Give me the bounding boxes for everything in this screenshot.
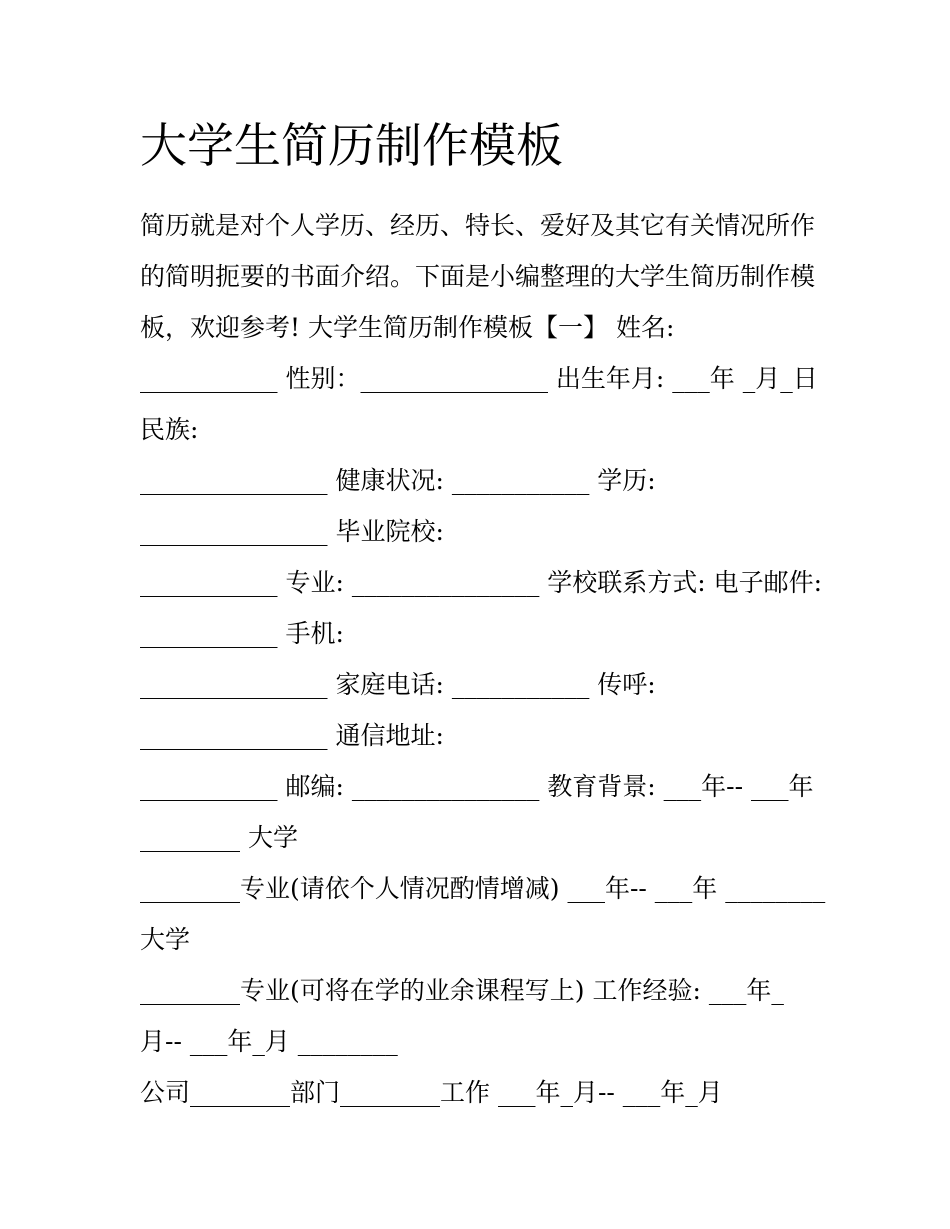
text-line: 板，欢迎参考! 大学生简历制作模板【一】 姓名: [140, 313, 675, 342]
document-title: 大学生简历制作模板 [140, 119, 563, 174]
document-body [140, 112, 826, 1118]
text-line: 公司________部门________工作 ___年_月-- ___年_月 [140, 1078, 723, 1107]
text-line: 民族: [140, 415, 199, 444]
text-line: _______________ 健康状况: ___________ 学历: [140, 466, 656, 495]
text-line: 的简明扼要的书面介绍。下面是小编整理的大学生简历制作模 [140, 262, 816, 291]
text-line: _______________ 家庭电话: ___________ 传呼: [140, 670, 656, 699]
text-line: ___________ 专业: _______________ 学校联系方式: 电子邮件: [140, 568, 823, 597]
text-line: 简历就是对个人学历、经历、特长、爱好及其它有关情况所作 [140, 211, 816, 240]
text-line: _______________ 毕业院校: [140, 517, 444, 546]
text-line: ___________ 手机: [140, 619, 344, 648]
text-line: _______________ 通信地址: [140, 721, 444, 750]
text-line: 大学 [140, 925, 191, 954]
text-line: ________专业(可将在学的业余课程写上) 工作经验: ___年_ [140, 976, 784, 1005]
document-text [140, 200, 826, 1118]
text-line: ___________ 邮编: _______________ 教育背景: ___年-- ___年 [140, 772, 814, 801]
text-line: ________专业(请依个人情况酌情增减) ___年-- ___年 ________ [140, 874, 826, 903]
text-line: 月-- ___年_月 ________ [140, 1027, 398, 1056]
text-line: ________ 大学 [140, 823, 298, 852]
text-line: ___________ 性别：_______________ 出生年月: ___年 _月_日 [140, 364, 818, 393]
